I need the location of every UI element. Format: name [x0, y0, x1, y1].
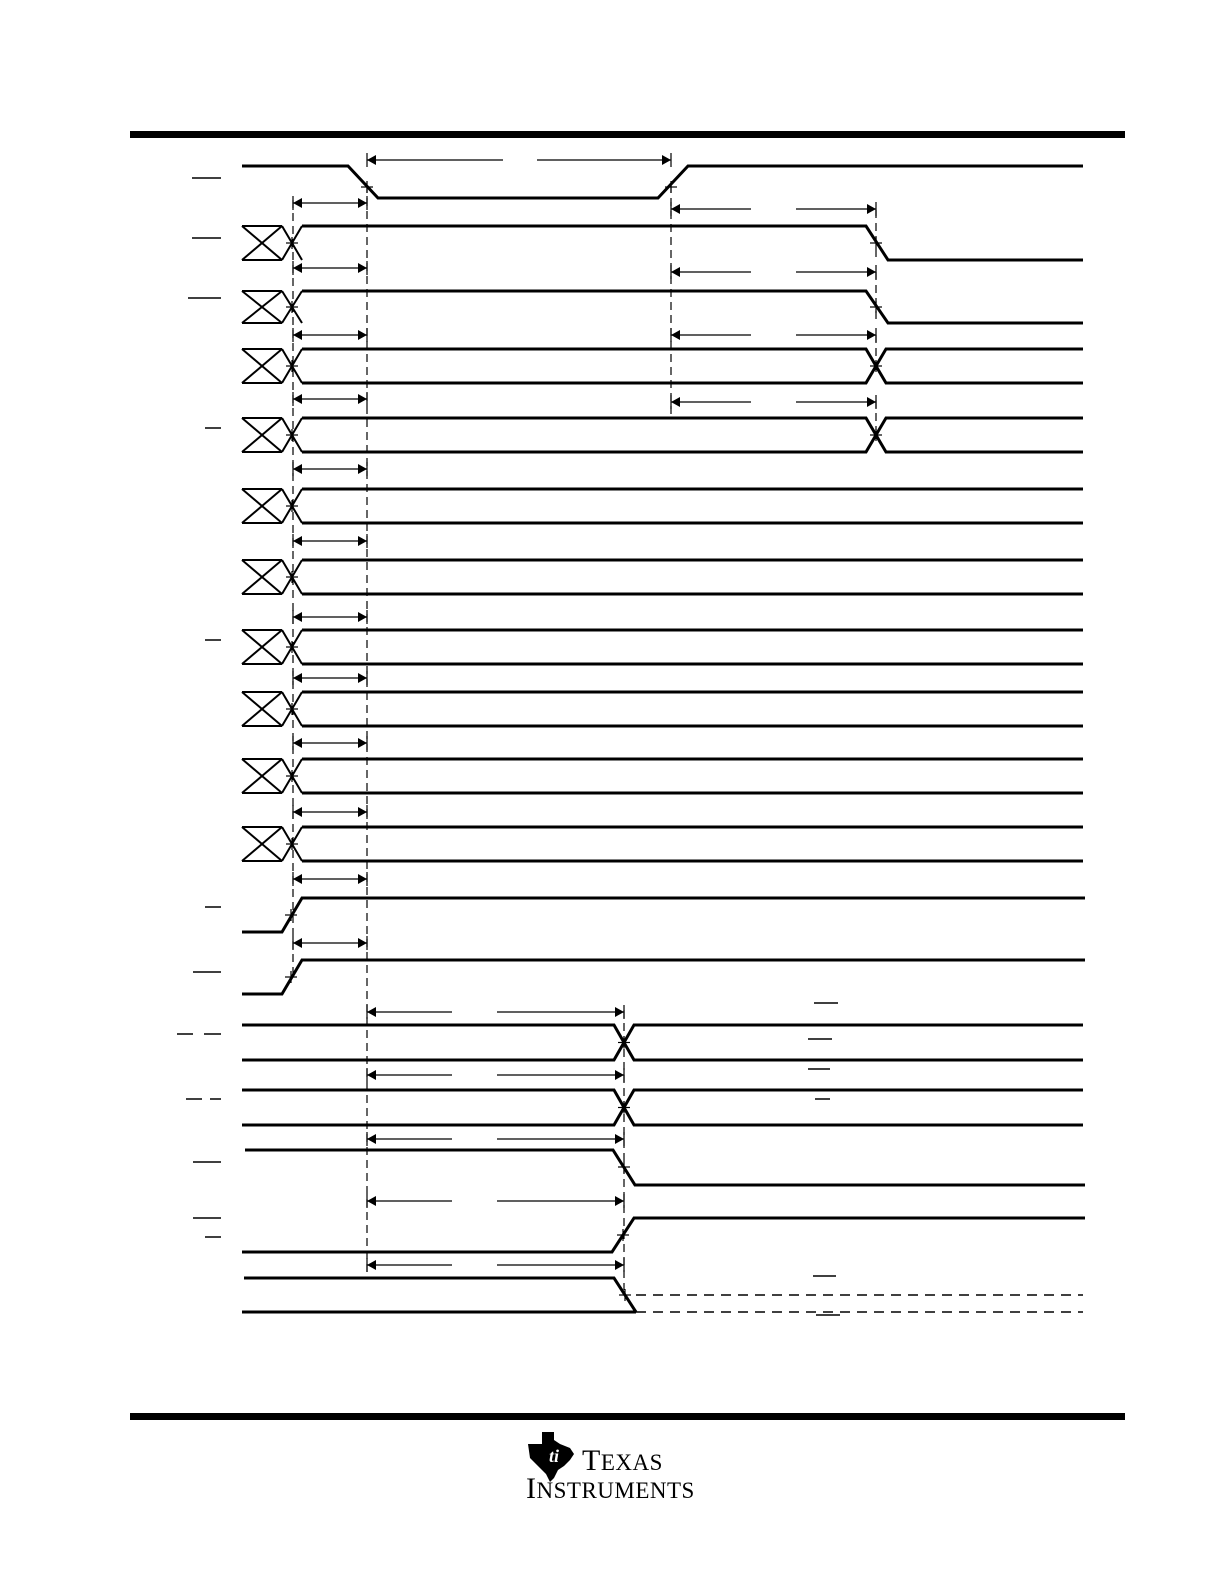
arrow-setup-1-head-r: [358, 198, 367, 208]
annotation-bars: [808, 1003, 840, 1315]
texas-instruments-logo: [526, 1430, 746, 1510]
waveform-15-bot: [242, 1090, 1083, 1125]
signal-label-bars: [177, 178, 221, 1237]
waveform-14-bot: [242, 1025, 1083, 1060]
logo-word-instruments-rest: NSTRUMENTS: [536, 1478, 695, 1503]
arrow-setup-4-head-r: [358, 394, 367, 404]
waveform-15-top: [242, 1090, 1083, 1125]
arrow-setup-4-head-l: [293, 394, 302, 404]
bottom-rule: [130, 1413, 1125, 1420]
arrow-setup-10-head-l: [293, 807, 302, 817]
waveform-18-high: [244, 1278, 636, 1312]
arrow-setup-7-head-r: [358, 612, 367, 622]
arrow-output-2-head-r: [615, 1070, 624, 1080]
arrow-hold-4-head-r: [867, 397, 876, 407]
arrow-hold-3-head-l: [671, 330, 680, 340]
arrow-setup-1-head-l: [293, 198, 302, 208]
waveform-5-bot: [302, 418, 1083, 452]
arrow-strobe-width-head-r: [662, 155, 671, 165]
arrow-setup-11-head-r: [358, 874, 367, 884]
arrow-setup-8-head-l: [293, 673, 302, 683]
arrow-output-2-head-l: [367, 1070, 376, 1080]
waveform-2: [302, 226, 1083, 260]
waveform-3: [302, 291, 1083, 323]
arrow-setup-8-head-r: [358, 673, 367, 683]
arrow-hold-3-head-r: [867, 330, 876, 340]
arrow-setup-9-head-l: [293, 738, 302, 748]
logo-word-instruments-cap: I: [526, 1472, 537, 1505]
waveform-16: [245, 1150, 1085, 1185]
arrow-output-3-head-r: [615, 1134, 624, 1144]
arrow-hold-1-head-r: [867, 204, 876, 214]
arrow-setup-12-head-r: [358, 938, 367, 948]
arrow-setup-6-head-r: [358, 536, 367, 546]
arrow-setup-2-head-l: [293, 263, 302, 273]
arrow-setup-6-head-l: [293, 536, 302, 546]
arrow-hold-1-head-l: [671, 204, 680, 214]
arrow-output-1-head-r: [615, 1007, 624, 1017]
waveforms: [242, 166, 1085, 1312]
arrow-setup-11-head-l: [293, 874, 302, 884]
arrow-setup-7-head-l: [293, 612, 302, 622]
waveform-17: [242, 1218, 1085, 1252]
arrow-output-5-head-r: [615, 1260, 624, 1270]
logo-word-instruments: [526, 1472, 695, 1506]
arrow-setup-9-head-r: [358, 738, 367, 748]
logo-word-texas-rest: EXAS: [600, 1450, 663, 1475]
arrow-setup-3-head-l: [293, 330, 302, 340]
waveform-14-top: [242, 1025, 1083, 1060]
logo-word-texas-cap: T: [582, 1444, 601, 1477]
arrow-strobe-width-head-l: [367, 155, 376, 165]
arrow-setup-10-head-r: [358, 807, 367, 817]
arrow-setup-5-head-r: [358, 464, 367, 474]
svg-text:ti: ti: [549, 1446, 560, 1466]
waveform-13: [242, 960, 1085, 994]
waveform-12: [242, 898, 1085, 932]
timing-arrows: [293, 153, 876, 1272]
arrow-hold-4-head-l: [671, 397, 680, 407]
arrow-output-5-head-l: [367, 1260, 376, 1270]
waveform-5-top: [302, 418, 1083, 452]
arrow-setup-5-head-l: [293, 464, 302, 474]
top-rule: [130, 131, 1125, 138]
arrow-output-3-head-l: [367, 1134, 376, 1144]
arrow-output-4-head-l: [367, 1196, 376, 1206]
arrow-hold-2-head-l: [671, 267, 680, 277]
arrow-hold-2-head-r: [867, 267, 876, 277]
arrow-setup-3-head-r: [358, 330, 367, 340]
waveform-4-top: [302, 349, 1083, 383]
arrow-setup-12-head-l: [293, 938, 302, 948]
waveform-4-bot: [302, 349, 1083, 383]
arrow-setup-2-head-r: [358, 263, 367, 273]
waveform-strobe: [242, 166, 1083, 198]
arrow-output-1-head-l: [367, 1007, 376, 1017]
arrow-output-4-head-r: [615, 1196, 624, 1206]
